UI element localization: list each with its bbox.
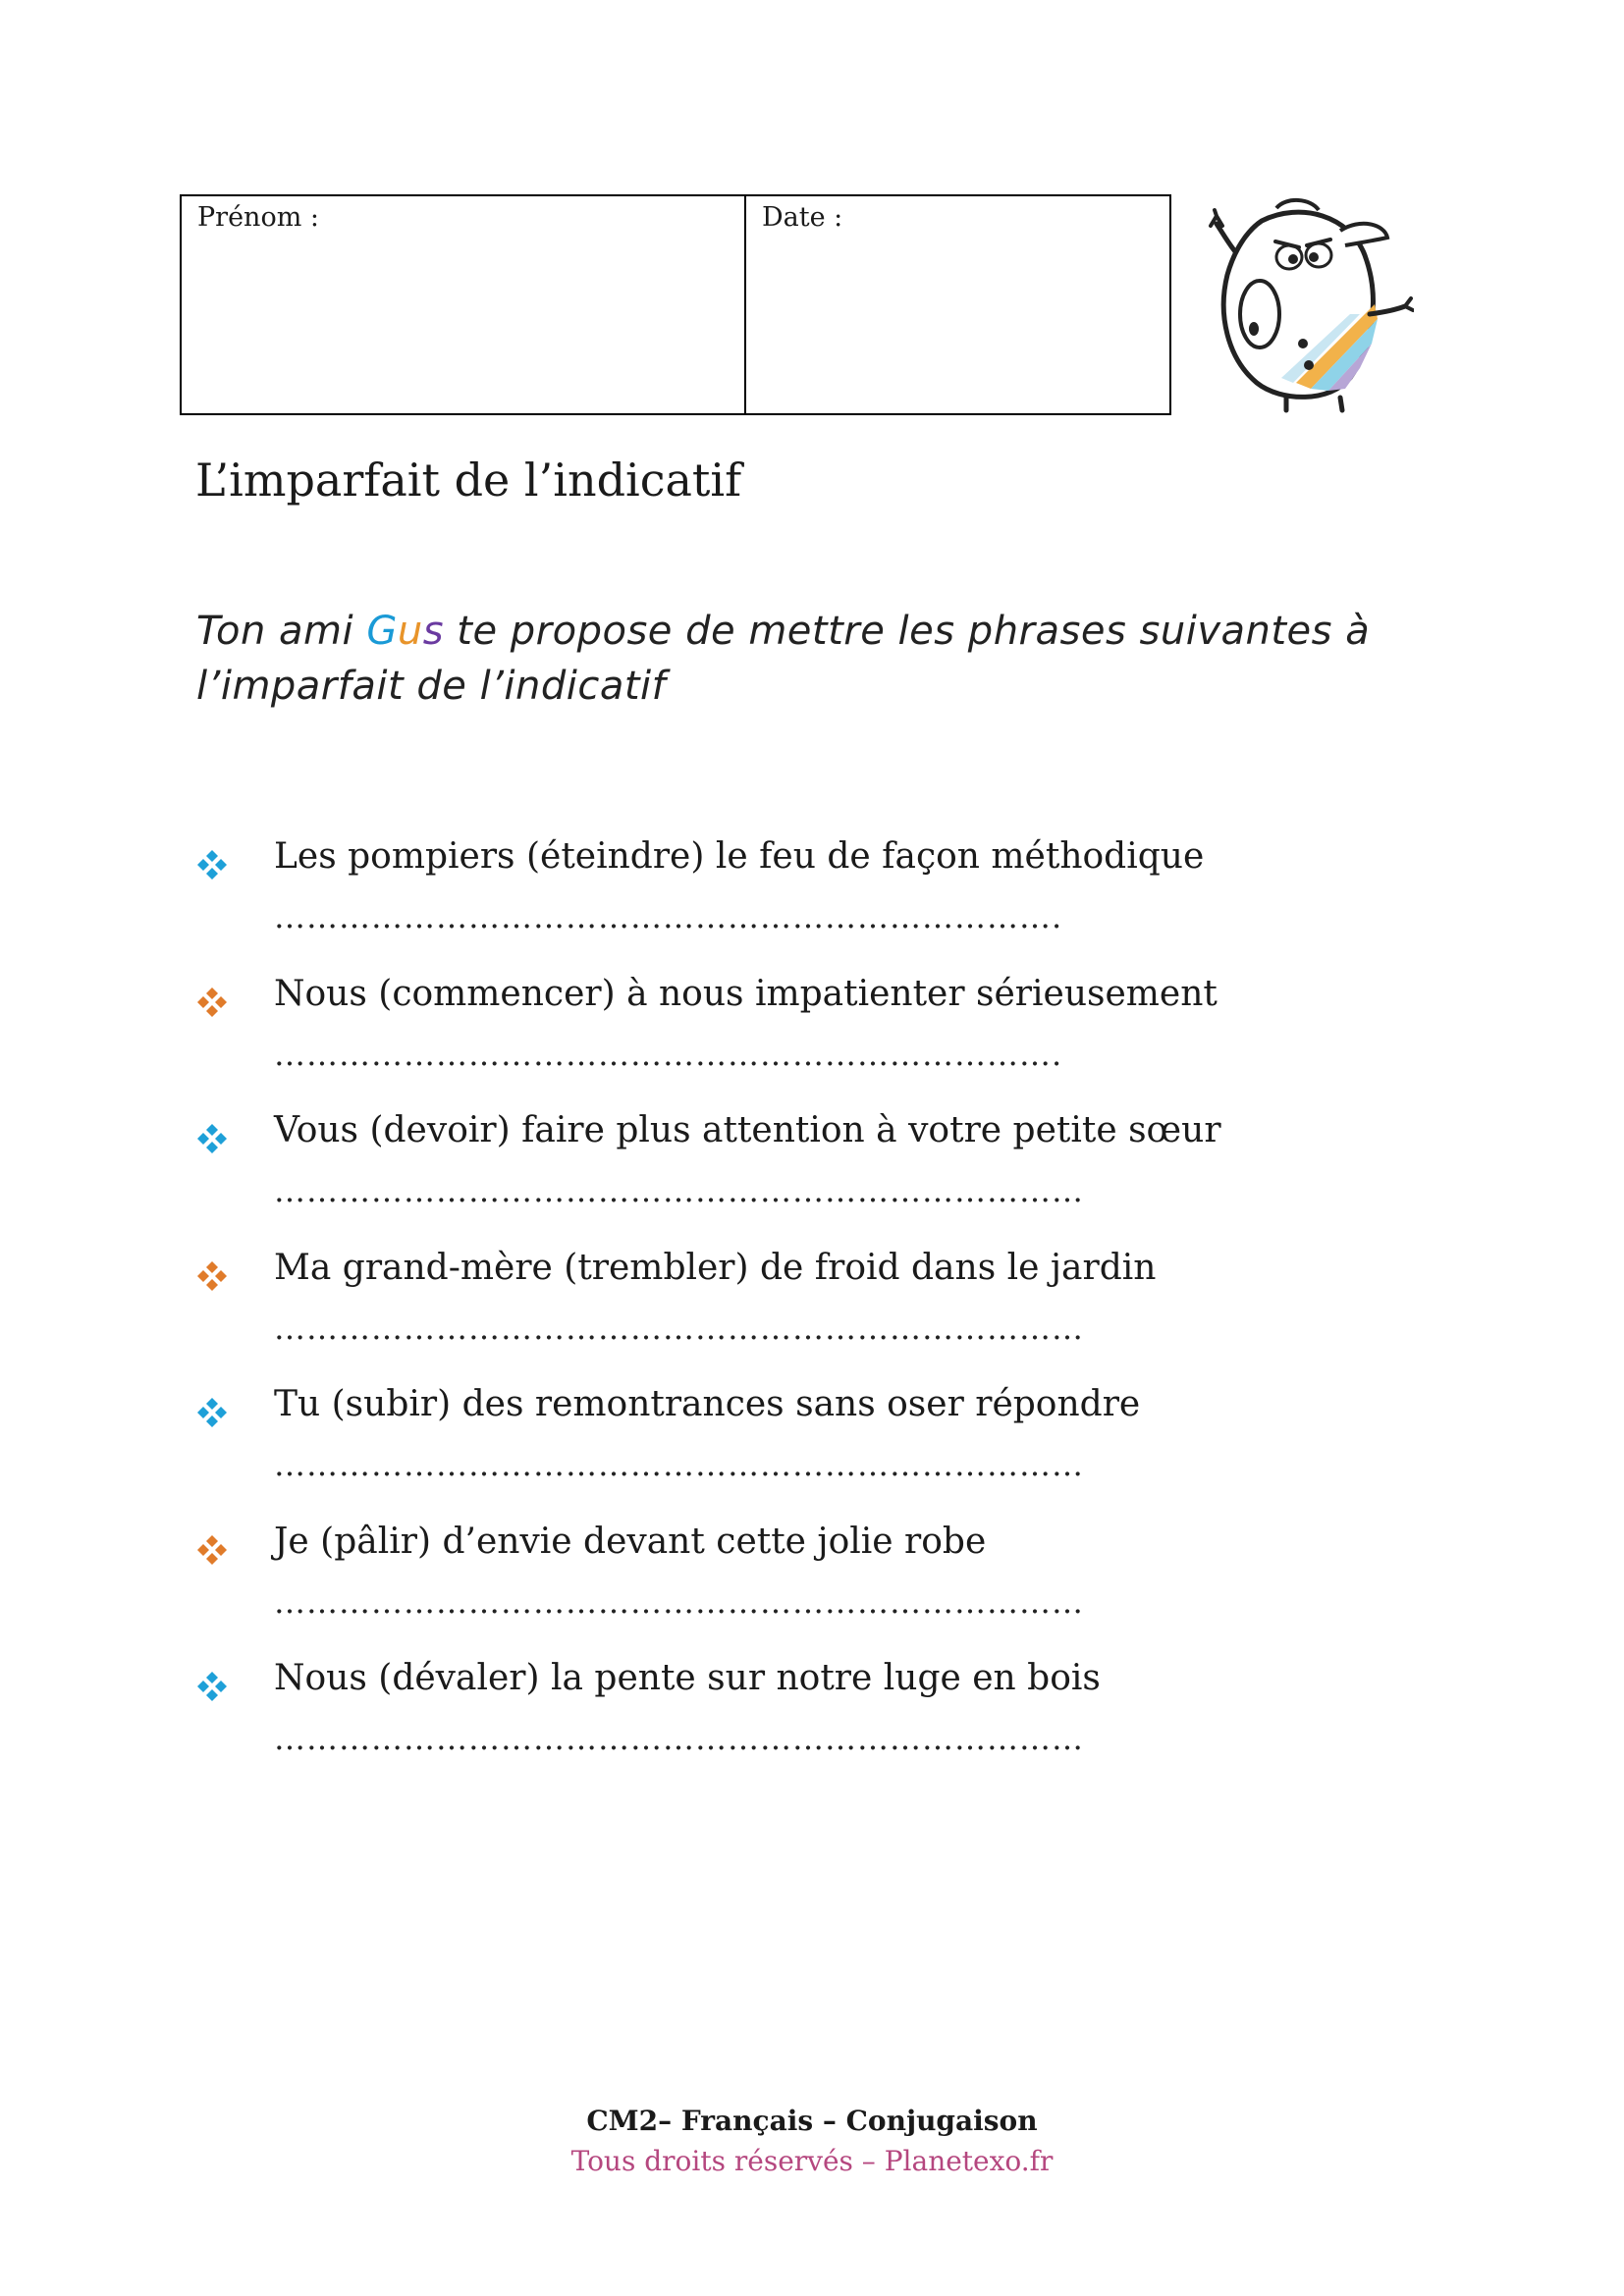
exercise-sentence: Vous (devoir) faire plus attention à votre petite sœur: [274, 1110, 1221, 1150]
diamond-bullet-icon: [195, 848, 229, 881]
diamond-bullet-icon: [195, 1396, 229, 1429]
diamond-bullet-icon: [195, 1259, 229, 1293]
exercise-sentence: Ma grand-mère (trembler) de froid dans le jardin: [274, 1247, 1157, 1288]
exercise-list: [195, 832, 1275, 1791]
answer-line[interactable]: …………………………………………………………………: [274, 1720, 1084, 1757]
gus-letter: u: [397, 609, 423, 654]
gus-mascot-icon: [1203, 196, 1414, 417]
gus-name: [366, 609, 444, 654]
exercise-sentence: Je (pâlir) d’envie devant cette jolie robe: [274, 1521, 987, 1562]
gus-letter: s: [422, 609, 445, 654]
date-label: Date :: [762, 202, 843, 233]
date-field[interactable]: [746, 196, 1169, 413]
answer-line[interactable]: ……………………………………………………………….: [274, 898, 1063, 935]
page-title: L’imparfait de l’indicatif: [195, 454, 742, 507]
answer-line[interactable]: …………………………………………………………………: [274, 1446, 1084, 1483]
answer-line[interactable]: …………………………………………………………………: [274, 1582, 1084, 1621]
answer-line[interactable]: ……………………………………………………………….: [274, 1035, 1063, 1073]
instruction-before: Ton ami: [196, 609, 367, 654]
student-info-table: [180, 194, 1171, 415]
footer-copyright: Tous droits réservés – Planetexo.fr: [570, 2145, 1054, 2177]
instruction-text: [196, 604, 1424, 714]
diamond-bullet-icon: [195, 1122, 229, 1155]
exercise-item: [195, 832, 1275, 970]
exercise-sentence: Tu (subir) des remontrances sans oser répondre: [274, 1384, 1141, 1424]
exercise-sentence: Les pompiers (éteindre) le feu de façon méthodique: [274, 836, 1205, 877]
exercise-item: [195, 1380, 1275, 1518]
exercise-item: [195, 1654, 1275, 1791]
exercise-item: [195, 970, 1275, 1107]
answer-line[interactable]: …………………………………………………………………: [274, 1172, 1084, 1209]
gus-letter: G: [366, 609, 398, 654]
exercise-item: [195, 1244, 1275, 1381]
exercise-sentence: Nous (commencer) à nous impatienter sérieusement: [274, 973, 1218, 1014]
diamond-bullet-icon: [195, 1670, 229, 1703]
first-name-label: Prénom :: [197, 202, 319, 233]
footer-subject: CM2– Français – Conjugaison: [586, 2105, 1038, 2137]
diamond-bullet-icon: [195, 1533, 229, 1567]
instruction-after: te propose de mettre les phrases suivantes à l’imparfait de l’indicatif: [196, 609, 1371, 709]
exercise-item: [195, 1106, 1275, 1244]
exercise-sentence: Nous (dévaler) la pente sur notre luge en bois: [274, 1658, 1101, 1698]
first-name-field[interactable]: [182, 196, 746, 413]
diamond-bullet-icon: [195, 986, 229, 1019]
answer-line[interactable]: …………………………………………………………………: [274, 1308, 1084, 1347]
exercise-item: [195, 1518, 1275, 1655]
